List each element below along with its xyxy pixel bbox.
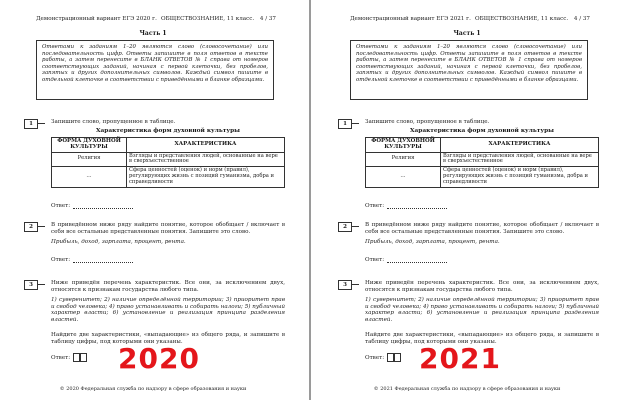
part-title: Часть 1 <box>453 30 481 37</box>
answer-field[interactable] <box>73 262 133 263</box>
task-number: 1 <box>338 119 352 129</box>
task-text: Ниже приведён перечень характеристик. Все они, за исключением двух, относятся к признакам государства любого типа. <box>365 280 599 293</box>
table-cell-desc: Взгляды и представления людей, основанные на вере в сверхъестественное <box>441 152 599 167</box>
answer-label: Ответ: <box>51 355 71 361</box>
answer-cells[interactable] <box>387 353 401 362</box>
answer-cell[interactable] <box>394 353 401 362</box>
table-header-row <box>52 138 285 153</box>
answer-label: Ответ: <box>365 203 385 209</box>
header-subject: ОБЩЕСТВОЗНАНИЕ, 11 класс. <box>161 16 255 22</box>
task-instruction: Найдите две характеристики, «выпадающие» из общего ряда, и запишите в таблицу цифры, под которыми они указаны. <box>51 332 285 345</box>
task-instruction: Найдите две характеристики, «выпадающие» из общего ряда, и запишите в таблицу цифры, под которыми они указаны. <box>365 332 599 345</box>
task-number: 2 <box>338 222 352 232</box>
culture-table <box>51 137 285 188</box>
table-cell-desc: Взгляды и представления людей, основанные на вере в сверхъестественное <box>127 152 285 167</box>
task-number-connector <box>351 226 359 227</box>
answer-cell[interactable] <box>387 353 394 362</box>
task-number: 2 <box>24 222 38 232</box>
task-number: 3 <box>24 280 38 290</box>
exam-page-2020 <box>0 0 306 400</box>
task-text: В приведённом ниже ряду найдите понятие, которое обобщает / включает в себя все остальные представленные понятия. Запишите это слово. <box>365 222 599 235</box>
page-footer: © 2021 Федеральная служба по надзору в сфере образования и науки <box>373 386 561 392</box>
task-number-connector <box>351 123 359 124</box>
characteristics-list: 1) суверенитет; 2) наличие определённой территории; 3) приоритет прав и свобод человека; 4) право устанавливать и собирать налоги; 5) публичный характер власти; 6) установление и реализация принципа разделения властей. <box>51 297 285 323</box>
task-number-connector <box>37 284 45 285</box>
answer-label: Ответ: <box>51 203 71 209</box>
answer-field[interactable] <box>387 262 447 263</box>
instructions-box: Ответами к заданиям 1–20 являются слово (словосочетание) или последовательность цифр. Ответы запишите в поля ответов в тексте работы, а затем перенесите в БЛАНК ОТВЕТОВ № 1 справа от номеров соответствующих заданий, начиная с первой клеточки, без пробелов, запятых и других дополнительных символов. Каждый символ пишите в отдельной клеточке в соответствии с приведёнными в бланке образцами. <box>350 40 588 100</box>
task-text: В приведённом ниже ряду найдите понятие, которое обобщает / включает в себя все остальные представленные понятия. Запишите это слово. <box>51 222 285 235</box>
answer-label: Ответ: <box>365 257 385 263</box>
table-row <box>52 152 285 167</box>
year-label: 2020 <box>118 342 200 375</box>
table-row <box>366 167 599 187</box>
answer-line-2[interactable] <box>365 257 447 263</box>
header-left: Демонстрационный вариант ЕГЭ 2021 г. <box>350 16 471 22</box>
task-number-connector <box>37 123 45 124</box>
header-left: Демонстрационный вариант ЕГЭ 2020 г. <box>36 16 157 22</box>
characteristics-list: 1) суверенитет; 2) наличие определённой территории; 3) приоритет прав и свобод человека; 4) право устанавливать и собирать налоги; 5) публичный характер власти; 6) установление и реализация принципа разделения властей. <box>365 297 599 323</box>
column-header-characteristic: ХАРАКТЕРИСТИКА <box>441 138 599 153</box>
answer-line-1[interactable] <box>51 203 133 209</box>
answer-cells[interactable] <box>73 353 87 362</box>
word-list: Прибыль, доход, зарплата, процент, рента. <box>51 239 186 245</box>
table-cell-form: Религия <box>52 152 127 167</box>
task-number-connector <box>351 284 359 285</box>
table-cell-form: … <box>52 167 127 187</box>
part-title: Часть 1 <box>139 30 167 37</box>
answer-line-1[interactable] <box>365 203 447 209</box>
page-divider <box>309 0 311 400</box>
task-text: Запишите слово, пропущенное в таблице. <box>365 119 490 125</box>
header-page-number: 4 / 37 <box>259 16 276 22</box>
word-list: Прибыль, доход, зарплата, процент, рента. <box>365 239 500 245</box>
answer-cell[interactable] <box>80 353 87 362</box>
task-text: Запишите слово, пропущенное в таблице. <box>51 119 176 125</box>
table-cell-desc: Сфера ценностей (оценок) и норм (правил), регулирующих жизнь с позиций гуманизма, добра и справедливости <box>441 167 599 187</box>
header-page-number: 4 / 37 <box>573 16 590 22</box>
table-title: Характеристика форм духовной культуры <box>96 128 240 134</box>
answer-field[interactable] <box>387 208 447 209</box>
page-footer: © 2020 Федеральная служба по надзору в сфере образования и науки <box>59 386 247 392</box>
answer-field[interactable] <box>73 208 133 209</box>
answer-label: Ответ: <box>365 355 385 361</box>
task-number: 3 <box>338 280 352 290</box>
column-header-form: ФОРМА ДУХОВНОЙ КУЛЬТУРЫ <box>366 138 441 153</box>
table-row <box>366 152 599 167</box>
table-row <box>52 167 285 187</box>
table-cell-form: … <box>366 167 441 187</box>
answer-cell[interactable] <box>73 353 80 362</box>
instructions-box: Ответами к заданиям 1–20 являются слово (словосочетание) или последовательность цифр. Ответы запишите в поля ответов в тексте работы, а затем перенесите в БЛАНК ОТВЕТОВ № 1 справа от номеров соответствующих заданий, начиная с первой клеточки, без пробелов, запятых и других дополнительных символов. Каждый символ пишите в отдельной клеточке в соответствии с приведёнными в бланке образцами. <box>36 40 274 100</box>
task-text: Ниже приведён перечень характеристик. Все они, за исключением двух, относятся к признакам государства любого типа. <box>51 280 285 293</box>
exam-page-2021 <box>314 0 620 400</box>
column-header-characteristic: ХАРАКТЕРИСТИКА <box>127 138 285 153</box>
culture-table <box>365 137 599 188</box>
header-subject: ОБЩЕСТВОЗНАНИЕ, 11 класс. <box>475 16 569 22</box>
table-title: Характеристика форм духовной культуры <box>410 128 554 134</box>
table-cell-desc: Сфера ценностей (оценок) и норм (правил), регулирующих жизнь с позиций гуманизма, добра и справедливости <box>127 167 285 187</box>
table-cell-form: Религия <box>366 152 441 167</box>
task-number: 1 <box>24 119 38 129</box>
task-number-connector <box>37 226 45 227</box>
answer-line-2[interactable] <box>51 257 133 263</box>
answer-label: Ответ: <box>51 257 71 263</box>
table-header-row <box>366 138 599 153</box>
year-label: 2021 <box>419 342 501 375</box>
column-header-form: ФОРМА ДУХОВНОЙ КУЛЬТУРЫ <box>52 138 127 153</box>
